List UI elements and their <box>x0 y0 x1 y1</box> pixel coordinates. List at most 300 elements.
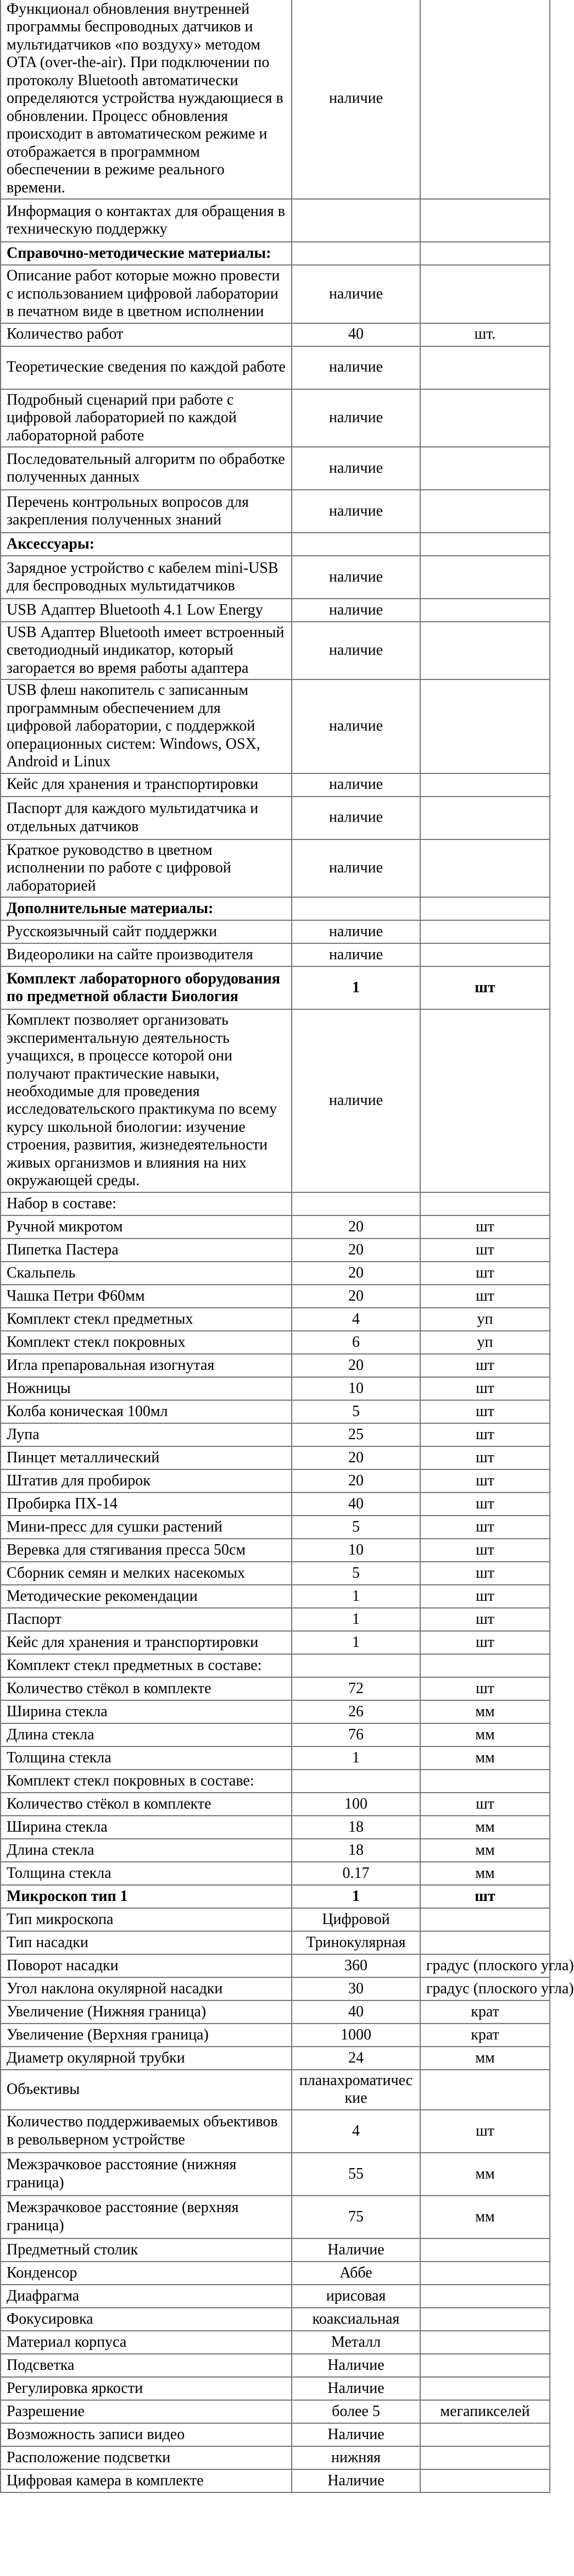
table-row <box>1 1239 550 1262</box>
parameter-cell: Комплект позволяет организовать экспериментальную деятельность учащихся, в процессе которой они получают практические навыки, необходимые для проведения исследовательского практикума по всему курсу школьной биологии: изучение строения, развития, жизнедеятельности живых организмов и влияния на них окружающей среды. <box>1 1009 292 1192</box>
unit-cell <box>420 1908 550 1931</box>
parameter-cell: Чашка Петри Ф60мм <box>1 1285 292 1308</box>
unit-cell: шт <box>420 1492 550 1516</box>
value-cell: 76 <box>292 1723 420 1746</box>
value-cell: наличие <box>292 490 420 533</box>
value-cell: 20 <box>292 1262 420 1285</box>
parameter-cell: Объективы <box>1 2070 292 2110</box>
table-row <box>1 1862 550 1885</box>
table-row <box>1 447 550 490</box>
value-cell: 75 <box>292 2196 420 2238</box>
unit-cell: шт <box>420 1608 550 1631</box>
parameter-cell: Перечень контрольных вопросов для закрепления полученных знаний <box>1 490 292 533</box>
unit-cell: мм <box>420 1816 550 1839</box>
parameter-cell: Штатив для пробирок <box>1 1469 292 1492</box>
table-row <box>1 1608 550 1631</box>
unit-cell: шт <box>420 1262 550 1285</box>
parameter-cell: Разрешение <box>1 2400 292 2423</box>
value-cell: наличие <box>292 447 420 490</box>
table-row <box>1 2377 550 2400</box>
parameter-cell: Русскоязычный сайт поддержки <box>1 920 292 943</box>
table-row <box>1 2000 550 2024</box>
unit-cell <box>420 1192 550 1215</box>
value-cell: 5 <box>292 1400 420 1423</box>
parameter-cell: Комплект стекл покровных <box>1 1331 292 1354</box>
value-cell: коаксиальная <box>292 2308 420 2331</box>
table-row <box>1 1539 550 1562</box>
parameter-cell: Толщина стекла <box>1 1746 292 1770</box>
table-row <box>1 2331 550 2354</box>
parameter-cell: Комплект лабораторного оборудования по предметной области Биология <box>1 966 292 1009</box>
value-cell: 40 <box>292 2000 420 2024</box>
table-row <box>1 1723 550 1746</box>
value-cell: 6 <box>292 1331 420 1354</box>
parameter-cell: Возможность записи видео <box>1 2423 292 2446</box>
unit-cell: шт <box>420 1423 550 1446</box>
value-cell: 40 <box>292 323 420 346</box>
value-cell: 5 <box>292 1562 420 1585</box>
parameter-cell: Количество стёкол в комплекте <box>1 1793 292 1816</box>
table-row <box>1 599 550 622</box>
value-cell: 55 <box>292 2153 420 2196</box>
value-cell: 20 <box>292 1239 420 1262</box>
value-cell: 20 <box>292 1354 420 1377</box>
unit-cell: шт <box>420 1215 550 1239</box>
table-row <box>1 679 550 773</box>
parameter-cell: Краткое руководство в цветном исполнении по работе с цифровой лабораторией <box>1 839 292 897</box>
parameter-cell: Кейс для хранения и транспортировки <box>1 1631 292 1654</box>
table-row <box>1 2423 550 2446</box>
value-cell: 10 <box>292 1377 420 1400</box>
table-row <box>1 1446 550 1469</box>
value-cell: наличие <box>292 920 420 943</box>
table-row <box>1 1839 550 1862</box>
table-row <box>1 920 550 943</box>
unit-cell: мм <box>420 2047 550 2070</box>
unit-cell <box>420 1770 550 1793</box>
unit-cell <box>420 2423 550 2446</box>
parameter-cell: Подробный сценарий при работе с цифровой лабораторией по каждой лабораторной работе <box>1 389 292 447</box>
parameter-cell: Зарядное устройство с кабелем mini-USB для беспроводных мультидатчиков <box>1 556 292 599</box>
table-row <box>1 556 550 599</box>
value-cell <box>292 1192 420 1215</box>
unit-cell: градус (плоского угла) <box>420 1954 550 1977</box>
value-cell: 100 <box>292 1793 420 1816</box>
value-cell: наличие <box>292 599 420 622</box>
parameter-cell: Методические рекомендации <box>1 1585 292 1608</box>
unit-cell <box>420 943 550 966</box>
value-cell: наличие <box>292 346 420 389</box>
parameter-cell: Ширина стекла <box>1 1816 292 1839</box>
unit-cell: шт <box>420 1446 550 1469</box>
table-row <box>1 1308 550 1331</box>
value-cell: 26 <box>292 1700 420 1723</box>
value-cell: 18 <box>292 1816 420 1839</box>
parameter-cell: Пинцет металлический <box>1 1446 292 1469</box>
table-row <box>1 622 550 679</box>
parameter-cell: Последовательный алгоритм по обработке полученных данных <box>1 447 292 490</box>
table-row <box>1 490 550 533</box>
specification-table-body <box>1 0 574 2492</box>
value-cell: 1 <box>292 1608 420 1631</box>
unit-cell: шт <box>420 1354 550 1377</box>
parameter-cell: Ножницы <box>1 1377 292 1400</box>
parameter-cell: Количество поддерживаемых объективов в револьверном устройстве <box>1 2110 292 2153</box>
unit-cell: шт <box>420 1585 550 1608</box>
table-row <box>1 2285 550 2308</box>
table-row <box>1 2308 550 2331</box>
value-cell: 360 <box>292 1954 420 1977</box>
parameter-cell: Мини-пресс для сушки растений <box>1 1516 292 1539</box>
value-cell: наличие <box>292 679 420 773</box>
unit-cell: шт <box>420 1793 550 1816</box>
unit-cell: шт. <box>420 323 550 346</box>
parameter-cell: Комплект стекл покровных в составе: <box>1 1770 292 1793</box>
unit-cell: шт <box>420 1516 550 1539</box>
unit-cell: шт <box>420 1631 550 1654</box>
value-cell: Наличие <box>292 2377 420 2400</box>
value-cell: Металл <box>292 2331 420 2354</box>
unit-cell <box>420 797 550 839</box>
empty-cell <box>420 897 550 920</box>
value-cell: планахроматические <box>292 2070 420 2110</box>
value-cell: 0.17 <box>292 1862 420 1885</box>
value-cell: наличие <box>292 556 420 599</box>
empty-cell <box>420 242 550 265</box>
table-row <box>1 1654 550 1677</box>
table-row <box>1 1585 550 1608</box>
table-row <box>1 2469 550 2492</box>
value-cell <box>292 1654 420 1677</box>
parameter-cell: Межзрачковое расстояние (верхняя граница) <box>1 2196 292 2238</box>
table-row <box>1 1400 550 1423</box>
unit-cell: шт <box>420 1239 550 1262</box>
value-cell: 1000 <box>292 2024 420 2047</box>
parameter-cell: Сборник семян и мелких насекомых <box>1 1562 292 1585</box>
value-cell: наличие <box>292 0 420 199</box>
value-cell: Тринокулярная <box>292 1931 420 1954</box>
value-cell: Наличие <box>292 2354 420 2377</box>
value-cell: 40 <box>292 1492 420 1516</box>
parameter-cell: USB Адаптер Bluetooth имеет встроенный светодиодный индикатор, который загорается во время работы адаптера <box>1 622 292 679</box>
table-row <box>1 1331 550 1354</box>
value-cell: наличие <box>292 943 420 966</box>
table-row <box>1 265 550 323</box>
unit-cell <box>420 346 550 389</box>
unit-cell: шт <box>420 1885 550 1908</box>
value-cell: 5 <box>292 1516 420 1539</box>
value-cell: 20 <box>292 1285 420 1308</box>
parameter-cell: Микроскоп тип 1 <box>1 1885 292 1908</box>
table-row <box>1 1954 550 1977</box>
table-row <box>1 1423 550 1446</box>
value-cell: наличие <box>292 389 420 447</box>
table-row <box>1 1631 550 1654</box>
unit-cell: мм <box>420 2196 550 2238</box>
unit-cell <box>420 2285 550 2308</box>
parameter-cell: Увеличение (Верхняя граница) <box>1 2024 292 2047</box>
unit-cell <box>420 490 550 533</box>
value-cell: 4 <box>292 2110 420 2153</box>
value-cell: 1 <box>292 1631 420 1654</box>
unit-cell <box>420 447 550 490</box>
parameter-cell: Межзрачковое расстояние (нижняя граница) <box>1 2153 292 2196</box>
empty-cell <box>292 242 420 265</box>
parameter-cell: Длина стекла <box>1 1839 292 1862</box>
parameter-cell: Веревка для стягивания пресса 50см <box>1 1539 292 1562</box>
unit-cell: мм <box>420 1746 550 1770</box>
value-cell: наличие <box>292 622 420 679</box>
unit-cell <box>420 556 550 599</box>
unit-cell: шт <box>420 1539 550 1562</box>
value-cell: Наличие <box>292 2423 420 2446</box>
value-cell: 24 <box>292 2047 420 2070</box>
table-row <box>1 1215 550 1239</box>
table-row <box>1 773 550 797</box>
table-row <box>1 2238 550 2262</box>
value-cell: 1 <box>292 1885 420 1908</box>
unit-cell <box>420 2354 550 2377</box>
table-row <box>1 1977 550 2000</box>
table-row <box>1 2110 550 2153</box>
unit-cell: мм <box>420 1862 550 1885</box>
unit-cell: мм <box>420 1723 550 1746</box>
unit-cell <box>420 1654 550 1677</box>
unit-cell <box>420 0 550 199</box>
value-cell: Наличие <box>292 2238 420 2262</box>
parameter-cell: Игла препаровальная изогнутая <box>1 1354 292 1377</box>
section-header-row <box>1 242 550 265</box>
parameter-cell: Скальпель <box>1 1262 292 1285</box>
table-row <box>1 1770 550 1793</box>
unit-cell <box>420 1931 550 1954</box>
parameter-cell: Угол наклона окулярной насадки <box>1 1977 292 2000</box>
parameter-cell: Цифровая камера в комплекте <box>1 2469 292 2492</box>
parameter-cell: Фокусировка <box>1 2308 292 2331</box>
table-row <box>1 1492 550 1516</box>
parameter-cell: Материал корпуса <box>1 2331 292 2354</box>
parameter-cell: Ширина стекла <box>1 1700 292 1723</box>
unit-cell: шт <box>420 1562 550 1585</box>
table-row <box>1 1931 550 1954</box>
unit-cell: шт <box>420 1469 550 1492</box>
unit-cell: шт <box>420 2110 550 2153</box>
table-row <box>1 966 550 1009</box>
table-row <box>1 2196 550 2238</box>
parameter-cell: Конденсор <box>1 2262 292 2285</box>
parameter-cell: Описание работ которые можно провести с использованием цифровой лаборатории в печатном виде в цветном исполнении <box>1 265 292 323</box>
value-cell: Аббе <box>292 2262 420 2285</box>
table-row <box>1 2446 550 2469</box>
table-row <box>1 2262 550 2285</box>
parameter-cell: Подсветка <box>1 2354 292 2377</box>
table-row <box>1 1908 550 1931</box>
unit-cell: крат <box>420 2024 550 2047</box>
unit-cell <box>420 839 550 897</box>
section-header-row <box>1 533 550 556</box>
unit-cell <box>420 2331 550 2354</box>
parameter-cell: Предметный столик <box>1 2238 292 2262</box>
table-row <box>1 2047 550 2070</box>
parameter-cell: Комплект стекл предметных <box>1 1308 292 1331</box>
unit-cell: уп <box>420 1331 550 1354</box>
table-row <box>1 1793 550 1816</box>
value-cell: 18 <box>292 1839 420 1862</box>
value-cell: Наличие <box>292 2469 420 2492</box>
value-cell: 1 <box>292 966 420 1009</box>
value-cell: наличие <box>292 773 420 797</box>
parameter-cell: Комплект стекл предметных в составе: <box>1 1654 292 1677</box>
parameter-cell: Паспорт <box>1 1608 292 1631</box>
parameter-cell: Видеоролики на сайте производителя <box>1 943 292 966</box>
value-cell: 30 <box>292 1977 420 2000</box>
unit-cell <box>420 2070 550 2110</box>
unit-cell <box>420 2262 550 2285</box>
unit-cell: шт <box>420 1400 550 1423</box>
value-cell: 25 <box>292 1423 420 1446</box>
unit-cell: крат <box>420 2000 550 2024</box>
value-cell: 1 <box>292 1746 420 1770</box>
value-cell: более 5 <box>292 2400 420 2423</box>
parameter-cell: Пробирка ПХ-14 <box>1 1492 292 1516</box>
unit-cell: шт <box>420 966 550 1009</box>
table-row <box>1 1285 550 1308</box>
unit-cell <box>420 1009 550 1192</box>
table-row <box>1 1377 550 1400</box>
unit-cell: уп <box>420 1308 550 1331</box>
value-cell: 20 <box>292 1469 420 1492</box>
parameter-cell: Набор в составе: <box>1 1192 292 1215</box>
table-row <box>1 1816 550 1839</box>
empty-cell <box>420 533 550 556</box>
value-cell: наличие <box>292 839 420 897</box>
unit-cell <box>420 622 550 679</box>
parameter-cell: Количество стёкол в комплекте <box>1 1677 292 1700</box>
unit-cell <box>420 679 550 773</box>
value-cell <box>292 199 420 242</box>
unit-cell: мм <box>420 2153 550 2196</box>
table-row <box>1 2024 550 2047</box>
unit-cell: градус (плоского угла) <box>420 1977 550 2000</box>
unit-cell: мм <box>420 1839 550 1862</box>
value-cell: Цифровой <box>292 1908 420 1931</box>
table-row <box>1 199 550 242</box>
unit-cell <box>420 2469 550 2492</box>
unit-cell <box>420 2238 550 2262</box>
table-row <box>1 797 550 839</box>
table-row <box>1 1700 550 1723</box>
parameter-cell: Информация о контактах для обращения в техническую поддержку <box>1 199 292 242</box>
unit-cell <box>420 2446 550 2469</box>
parameter-cell: Диафрагма <box>1 2285 292 2308</box>
value-cell: нижняя <box>292 2446 420 2469</box>
table-row <box>1 1354 550 1377</box>
value-cell <box>292 1770 420 1793</box>
parameter-cell: Тип микроскопа <box>1 1908 292 1931</box>
parameter-cell: Ручной микротом <box>1 1215 292 1239</box>
table-row <box>1 839 550 897</box>
parameter-cell: Количество работ <box>1 323 292 346</box>
unit-cell: мм <box>420 1700 550 1723</box>
section-title: Дополнительные материалы: <box>1 897 292 920</box>
table-row <box>1 1562 550 1585</box>
parameter-cell: Толщина стекла <box>1 1862 292 1885</box>
empty-cell <box>292 533 420 556</box>
table-row <box>1 1746 550 1770</box>
table-row <box>1 2070 550 2110</box>
value-cell: 1 <box>292 1585 420 1608</box>
parameter-cell: Лупа <box>1 1423 292 1446</box>
table-row <box>1 1009 550 1192</box>
table-row <box>1 1885 550 1908</box>
unit-cell <box>420 199 550 242</box>
unit-cell <box>420 920 550 943</box>
table-row <box>1 1516 550 1539</box>
parameter-cell: Регулировка яркости <box>1 2377 292 2400</box>
section-title: Справочно-методические материалы: <box>1 242 292 265</box>
table-row <box>1 943 550 966</box>
table-row <box>1 1262 550 1285</box>
table-row <box>1 2400 550 2423</box>
parameter-cell: USB Адаптер Bluetooth 4.1 Low Energy <box>1 599 292 622</box>
empty-cell <box>292 897 420 920</box>
unit-cell: мегапикселей <box>420 2400 550 2423</box>
value-cell: 72 <box>292 1677 420 1700</box>
parameter-cell: Кейс для хранения и транспортировки <box>1 773 292 797</box>
unit-cell <box>420 2308 550 2331</box>
unit-cell: шт <box>420 1677 550 1700</box>
table-row <box>1 1677 550 1700</box>
value-cell: наличие <box>292 1009 420 1192</box>
value-cell: наличие <box>292 265 420 323</box>
unit-cell: шт <box>420 1285 550 1308</box>
table-row <box>1 1192 550 1215</box>
table-row <box>1 323 550 346</box>
unit-cell <box>420 599 550 622</box>
value-cell: 20 <box>292 1446 420 1469</box>
value-cell: 4 <box>292 1308 420 1331</box>
table-row <box>1 389 550 447</box>
unit-cell <box>420 2377 550 2400</box>
parameter-cell: Диаметр окулярной трубки <box>1 2047 292 2070</box>
parameter-cell: Тип насадки <box>1 1931 292 1954</box>
unit-cell <box>420 389 550 447</box>
parameter-cell: Пипетка Пастера <box>1 1239 292 1262</box>
unit-cell <box>420 265 550 323</box>
parameter-cell: Колба коническая 100мл <box>1 1400 292 1423</box>
parameter-cell: Увеличение (Нижняя граница) <box>1 2000 292 2024</box>
section-header-row <box>1 897 550 920</box>
value-cell: 10 <box>292 1539 420 1562</box>
parameter-cell: Поворот насадки <box>1 1954 292 1977</box>
parameter-cell: Паспорт для каждого мультидатчика и отдельных датчиков <box>1 797 292 839</box>
parameter-cell: Длина стекла <box>1 1723 292 1746</box>
parameter-cell: Теоретические сведения по каждой работе <box>1 346 292 389</box>
table-row <box>1 2354 550 2377</box>
table-row <box>1 2153 550 2196</box>
parameter-cell: Функционал обновления внутренней программы беспроводных датчиков и мультидатчиков «по воздуху» методом OTA (over-the-air). При подключении по протоколу Bluetooth автоматически определяются устройства нуждающиеся в обновлении. Процесс обновления происходит в автоматическом режиме и отображается в программном обеспечении в режиме реального времени. <box>1 0 292 199</box>
table-row <box>1 0 550 199</box>
parameter-cell: USB флеш накопитель с записанным программным обеспечением для цифровой лаборатории, с поддержкой операционных систем: Windows, OSX, Android и Linux <box>1 679 292 773</box>
table-row <box>1 346 550 389</box>
section-title: Аксессуары: <box>1 533 292 556</box>
unit-cell <box>420 773 550 797</box>
parameter-cell: Расположение подсветки <box>1 2446 292 2469</box>
unit-cell: шт <box>420 1377 550 1400</box>
table-row <box>1 1469 550 1492</box>
value-cell: ирисовая <box>292 2285 420 2308</box>
value-cell: наличие <box>292 797 420 839</box>
